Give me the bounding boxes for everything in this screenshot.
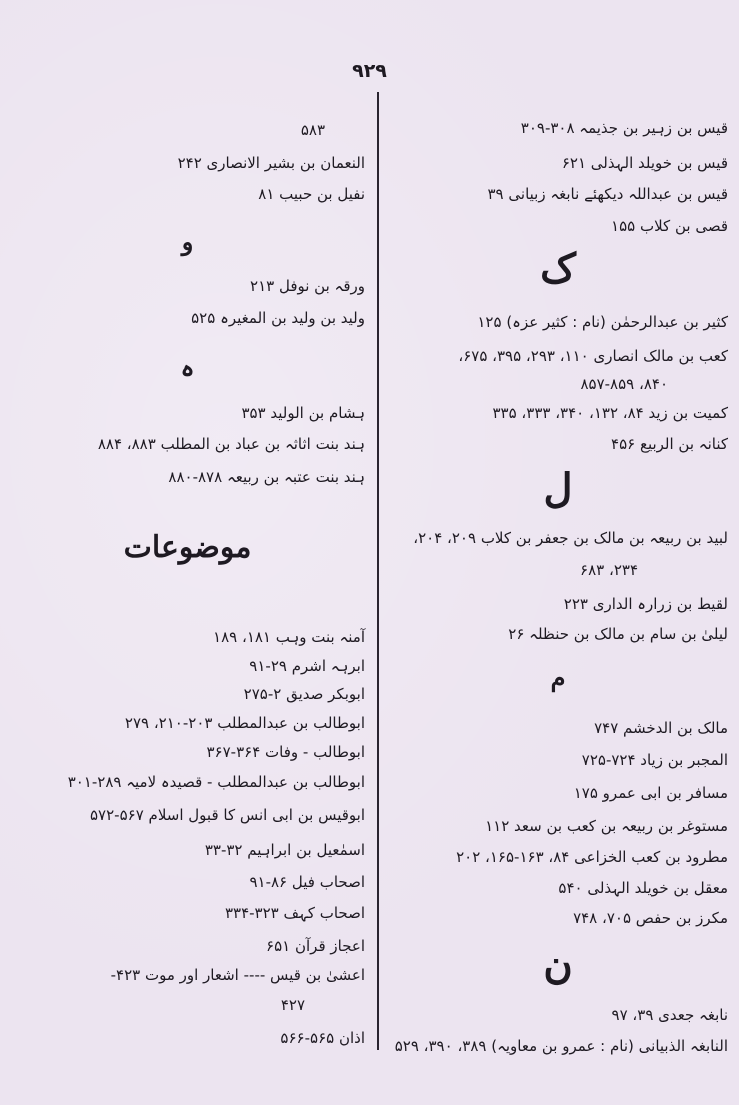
index-entry-continued: ۲۳۴، ۶۸۳ [580,561,638,579]
index-entry: نابغہ جعدی ۳۹، ۹۷ [611,1006,728,1024]
index-entry-continued: ۵۸۳ [300,121,325,139]
index-entry: مطرود بن کعب الخزاعی ۸۴، ۱۶۳-۱۶۵، ۲۰۲ [456,848,728,866]
index-entry: نفیل بن حبیب ۸۱ [258,185,365,203]
index-entry: ابوطالب بن عبدالمطلب ۲۰۳-۲۱۰، ۲۷۹ [124,714,365,732]
letter-heading: و [181,227,194,256]
page-number: ۹۲۹ [352,60,387,82]
index-entry: لقیط بن زرارہ الداری ۲۲۳ [563,595,728,613]
letter-heading: ن [543,941,573,988]
index-entry: النعمان بن بشیر الانصاری ۲۴۲ [177,154,365,172]
index-entry: اسمٰعیل بن ابراہیم ۳۲-۳۳ [204,841,365,859]
index-entry: کنانہ بن الربیع ۴۵۶ [611,435,728,453]
index-entry: ابوقیس بن ابی انس کا قبول اسلام ۵۶۷-۵۷۲ [90,806,365,824]
index-entry: لیلیٰ بن سام بن مالک بن حنظلہ ۲۶ [508,625,728,643]
index-entry: اصحاب کہف ۳۲۳-۳۳۴ [224,904,365,922]
letter-heading: ہ [180,353,195,382]
letter-heading: ک [540,245,576,292]
index-entry: ہشام بن الولید ۳۵۳ [241,404,365,422]
index-entry: کمیت بن زید ۸۴، ۱۳۲، ۳۴۰، ۳۳۳، ۳۳۵ [492,404,728,422]
index-entry: ابوطالب - وفات ۳۶۴-۳۶۷ [206,743,365,761]
index-entry-continued: ۸۴۰، ۸۵۷-۸۵۹ [580,375,668,393]
index-entry: اعشیٰ بن قیس ---- اشعار اور موت ۴۲۳- [110,966,365,984]
index-entry: قیس بن خویلد الہذلی ۶۲۱ [561,154,728,172]
index-entry: قیس بن عبداللہ دیکھئے نابغہ زبیانی ۳۹ [487,185,728,203]
index-entry: کثیر بن عبدالرحمٰن (نام : کثیر عزہ) ۱۲۵ [477,313,728,331]
index-entry: مکرز بن حفص ۷۰۵، ۷۴۸ [573,909,728,927]
index-entry: لبید بن ربیعہ بن مالک بن جعفر بن کلاب ۲۰۹، ۲۰۴، [413,529,728,547]
index-entry: المجبر بن زیاد ۷۲۴-۷۲۵ [581,751,728,769]
index-entry: ولید بن ولید بن المغیرہ ۵۲۵ [191,309,365,327]
index-entry: اذان ۵۶۵-۵۶۶ [280,1029,365,1047]
index-entry: ہند بنت عتبہ بن ربیعہ ۸۷۸-۸۸۰ [168,468,365,486]
index-entry: مسافر بن ابی عمرو ۱۷۵ [573,784,728,802]
index-entry: قیس بن زہیر بن جذیمہ ۳۰۸-۳۰۹ [520,119,728,137]
index-entry: قصی بن کلاب ۱۵۵ [611,217,728,235]
index-entry: اصحاب فیل ۸۶-۹۱ [249,873,365,891]
index-entry: ابوبکر صدیق ۲-۲۷۵ [243,685,365,703]
index-entry: اعجاز قرآن ۶۵۱ [266,937,365,955]
index-entry: ورقہ بن نوفل ۲۱۳ [250,277,365,295]
index-entry: النابغہ الذبیانی (نام : عمرو بن معاویہ) ۳۸۹، ۳۹۰، ۵۲۹ [394,1037,728,1055]
index-entry: ابرہہ اشرم ۲۹-۹۱ [249,657,365,675]
column-divider [377,92,379,1050]
index-entry: مالک بن الدخشم ۷۴۷ [594,719,728,737]
letter-heading: م [550,663,566,692]
letter-heading: ل [543,465,573,512]
section-heading: موضوعات [123,530,252,565]
index-entry-continued: ۴۲۷ [280,996,305,1014]
index-entry: ابوطالب بن عبدالمطلب - قصیدہ لامیہ ۲۸۹-۳۰۱ [67,773,365,791]
index-entry: کعب بن مالک انصاری ۱۱۰، ۲۹۳، ۳۹۵، ۶۷۵، [458,347,728,365]
index-entry: آمنہ بنت وہب ۱۸۱، ۱۸۹ [213,628,365,646]
index-entry: مستوغر بن ربیعہ بن کعب بن سعد ۱۱۲ [485,817,728,835]
index-entry: ہند بنت اثاثہ بن عباد بن المطلب ۸۸۳، ۸۸۴ [97,435,365,453]
index-entry: معقل بن خویلد الہذلی ۵۴۰ [558,879,728,897]
